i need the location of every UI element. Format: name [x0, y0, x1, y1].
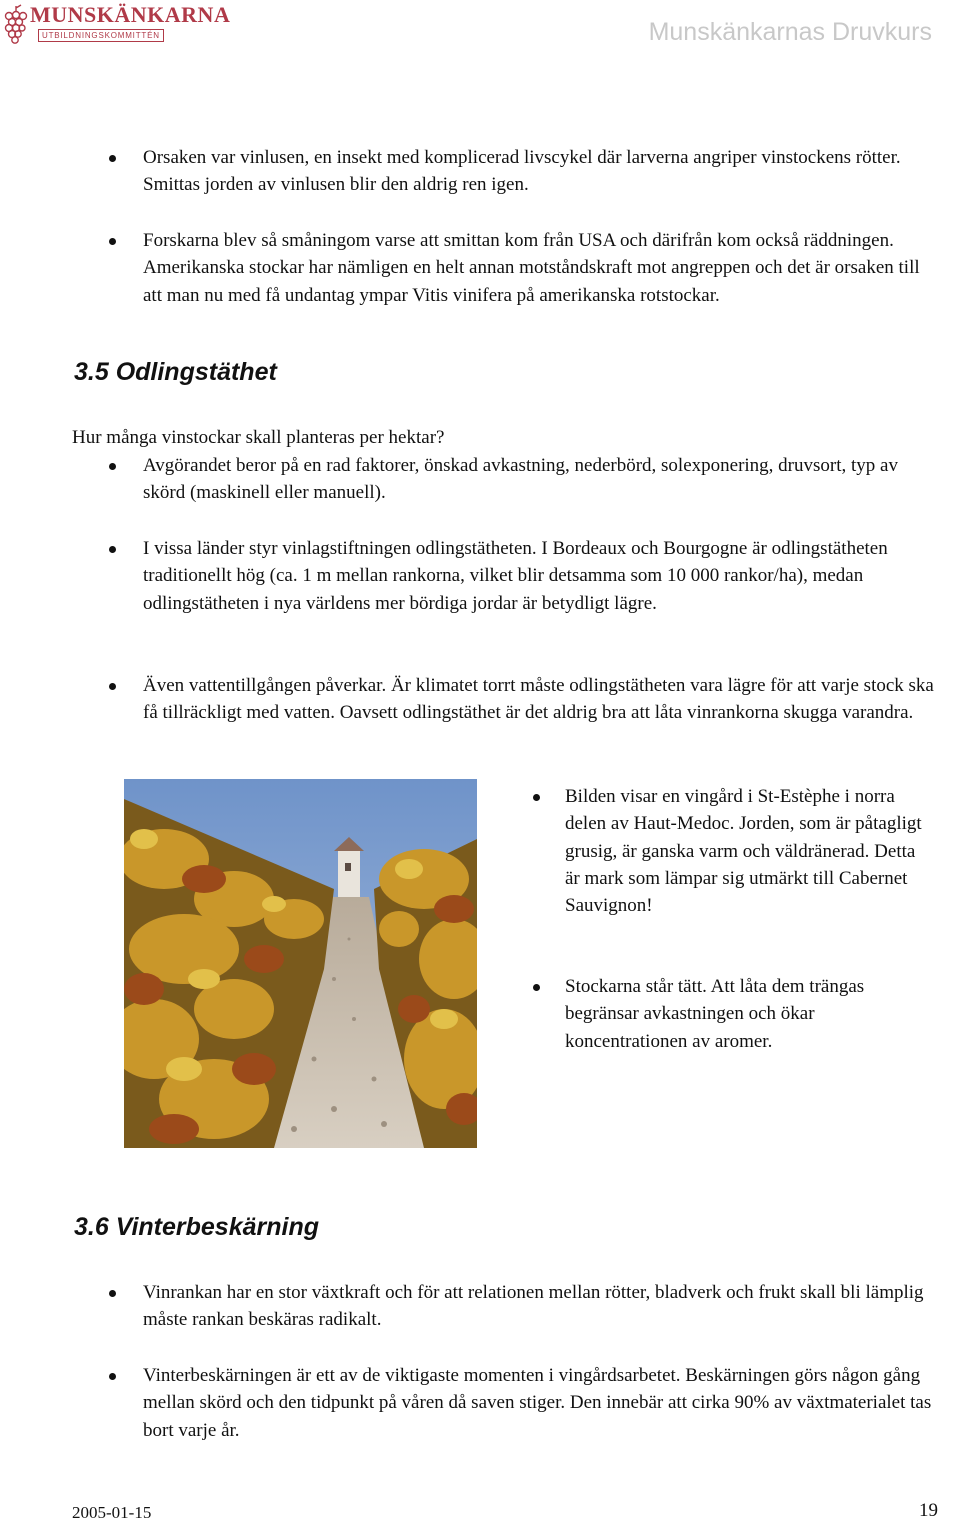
bullet-icon: [109, 1373, 116, 1380]
bullet-icon: [109, 155, 116, 162]
bullet-icon: [109, 463, 116, 470]
logo: [0, 0, 231, 52]
list-item-text: Avgörandet beror på en rad faktorer, önskad avkastning, nederbörd, solexponering, druvsort, typ av skörd (maskinell eller manuell).: [143, 455, 898, 504]
bullet-icon: [109, 546, 116, 553]
document-header-title: Munskänkarnas Druvkurs: [648, 18, 932, 46]
bullet-icon: [533, 794, 540, 801]
list-item: [104, 672, 934, 727]
logo-wordmark: MUNSKÄNKARNA: [30, 2, 231, 27]
section-heading: 3.5 Odlingstäthet: [74, 358, 277, 386]
vineyard-photo: [124, 779, 477, 1148]
list-item-text: Stockarna står tätt. Att låta dem trängas begränsar avkastningen och ökar koncentrationen av aromer.: [565, 976, 865, 1052]
logo-subtitle: UTBILDNINGSKOMMITTÉN: [38, 29, 164, 42]
footer-date: 2005-01-15: [72, 1503, 152, 1522]
list-item-text: Orsaken var vinlusen, en insekt med komplicerad livscykel där larverna angriper vinstockens rötter. Smittas jorden av vinlusen blir den aldrig ren igen.: [143, 147, 901, 196]
list-item: [104, 535, 934, 617]
list-item-text: Vinterbeskärningen är ett av de viktigaste momenten i vingårdsarbetet. Beskärningen görs någon gång mellan skörd och den tidpunkt på våren då saven stiger. Den innebär att cirka 90% av växtmaterialet tas bort varje år.: [143, 1365, 932, 1441]
page-number: 19: [919, 1500, 938, 1521]
list-item: [104, 1362, 934, 1444]
list-item: [104, 144, 934, 199]
list-item: [104, 227, 934, 309]
list-item: [104, 1279, 934, 1334]
section-question: Hur många vinstockar skall planteras per hektar?: [72, 427, 445, 448]
bullet-icon: [109, 683, 116, 690]
list-item-text: Även vattentillgången påverkar. Är klimatet torrt måste odlingstätheten vara lägre för att varje stock ska få tillräckligt med vatten. Oavsett odlingstäthet är det aldrig bra att låta vinrankorna skugga varandra.: [143, 675, 934, 724]
list-item: [528, 973, 928, 1055]
list-item: [104, 452, 934, 507]
bullet-icon: [533, 984, 540, 991]
list-item: [528, 783, 928, 919]
bullet-icon: [109, 1290, 116, 1297]
list-item-text: Bilden visar en vingård i St-Estèphe i norra delen av Haut-Medoc. Jorden, som är påtagligt grusig, är ganska varm och väldränerad. Detta är mark som lämpar sig utmärkt till Cabernet Sauvignon!: [565, 786, 922, 917]
section-heading: 3.6 Vinterbeskärning: [74, 1213, 319, 1241]
list-item-text: Forskarna blev så småningom varse att smittan kom från USA och därifrån kom också räddningen. Amerikanska stockar har nämligen en helt annan motståndskraft mot angreppen och det är orsaken till att man nu med få undantag ympar Vitis vinifera på amerikanska rotstockar.: [143, 230, 920, 306]
bullet-icon: [109, 238, 116, 245]
list-item-text: Vinrankan har en stor växtkraft och för att relationen mellan rötter, bladverk och frukt skall bli lämplig måste rankan beskäras radikalt.: [143, 1282, 924, 1331]
grape-cluster-icon: [2, 4, 28, 48]
list-item-text: I vissa länder styr vinlagstiftningen odlingstätheten. I Bordeaux och Bourgogne är odlingstätheten traditionellt hög (ca. 1 m mellan rankorna, vilket blir detsamma som 10 000 rankor/ha), medan odlingstätheten i nya världens mer bördiga jordar är betydligt lägre.: [143, 538, 888, 614]
vineyard-image: [124, 779, 477, 1148]
